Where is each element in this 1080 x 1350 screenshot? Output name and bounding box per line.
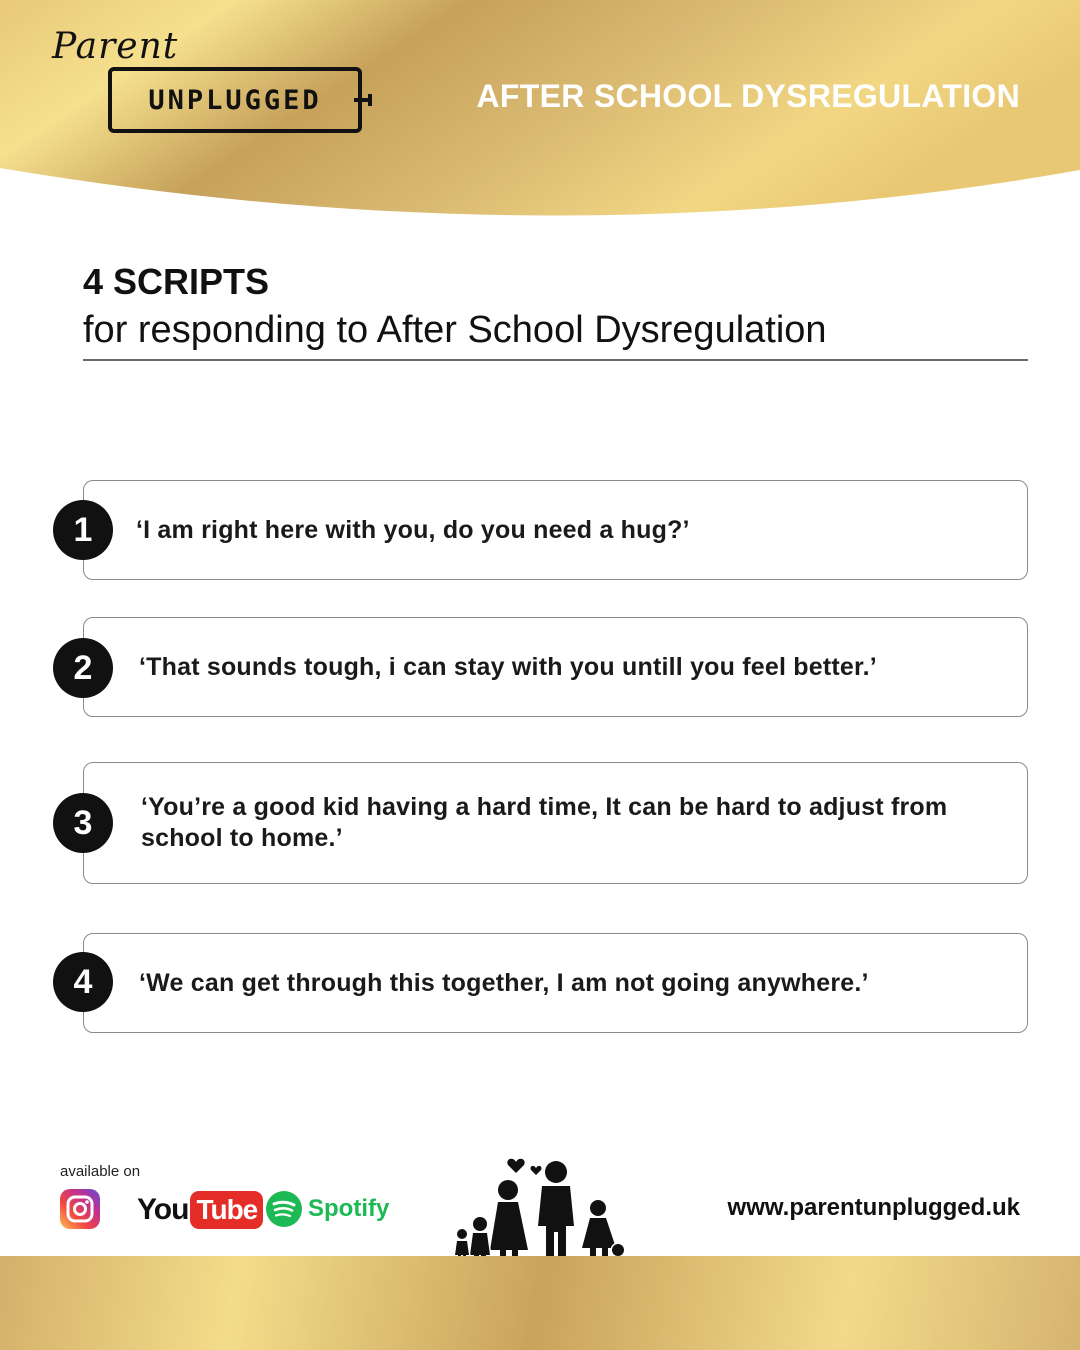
instagram-icon[interactable]	[60, 1189, 100, 1229]
logo-box	[108, 67, 362, 133]
parent-unplugged-logo[interactable]	[52, 26, 372, 138]
script-text-1: ‘I am right here with you, do you need a hug?’	[136, 515, 690, 544]
script-card-1	[83, 480, 1028, 580]
footer-gold-banner	[0, 1256, 1080, 1350]
number-badge-2: 2	[53, 638, 113, 698]
divider	[83, 359, 1028, 361]
script-card-3	[83, 762, 1028, 884]
logo-parent-text: Parent	[52, 26, 179, 67]
header-title: AFTER SCHOOL DYSREGULATION	[476, 78, 1020, 114]
script-card-2	[83, 617, 1028, 717]
website-url[interactable]: www.parentunplugged.uk	[727, 1194, 1020, 1221]
script-text-4: ‘We can get through this together, I am not going anywhere.’	[139, 968, 869, 997]
spotify-logo[interactable]	[266, 1191, 389, 1227]
spotify-icon	[266, 1191, 302, 1227]
number-badge-3: 3	[53, 793, 113, 853]
script-text-2: ‘That sounds tough, i can stay with you untill you feel better.’	[139, 652, 877, 681]
script-text-3: ‘You’re a good kid having a hard time, It can be hard to adjust from school to home.’	[141, 793, 948, 852]
available-on-label: available on	[60, 1163, 141, 1180]
intro-subtitle: for responding to After School Dysregulation	[83, 309, 827, 351]
plug-icon	[354, 93, 380, 107]
number-badge-4: 4	[53, 952, 113, 1012]
youtube-tube-text: Tube	[190, 1191, 263, 1229]
script-card-4	[83, 933, 1028, 1033]
logo-unplugged-text: UNPLUGGED	[148, 84, 322, 116]
youtube-you-text: You	[137, 1193, 189, 1226]
number-badge-1: 1	[53, 500, 113, 560]
spotify-text: Spotify	[308, 1195, 390, 1222]
youtube-logo[interactable]	[137, 1191, 263, 1229]
intro-section	[83, 262, 1028, 354]
scripts-count-heading: 4 SCRIPTS	[83, 261, 270, 302]
family-illustration	[452, 1150, 630, 1272]
